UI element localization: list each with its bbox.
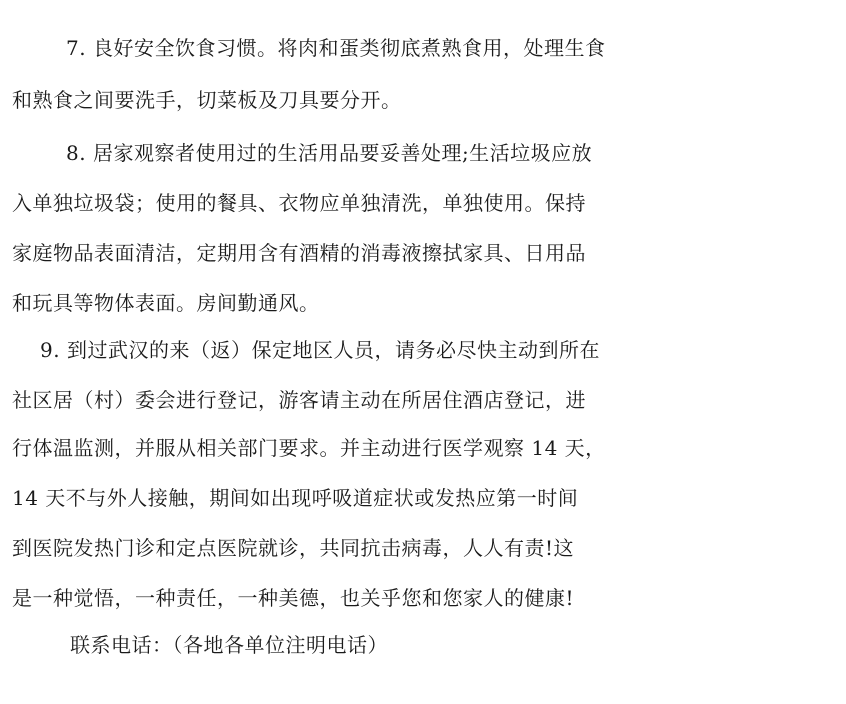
item-8-line-3: 家庭物品表面清洁，定期用含有酒精的消毒液擦拭家具、日用品 (12, 241, 586, 265)
item-8-line-2: 入单独垃圾袋；使用的餐具、衣物应单独清洗，单独使用。保持 (12, 191, 586, 215)
item-9-line-6: 是一种觉悟，一种责任，一种美德，也关乎您和您家人的健康! (12, 586, 575, 610)
item-9-line-3: 行体温监测，并服从相关部门要求。并主动进行医学观察 14 天， (12, 436, 606, 460)
item-8-line-1: 8. 居家观察者使用过的生活用品要妥善处理;生活垃圾应放 (66, 141, 593, 165)
contact-phone-line: 联系电话：（各地各单位注明电话） (70, 633, 388, 657)
item-9-line-2: 社区居（村）委会进行登记，游客请主动在所居住酒店登记，进 (12, 388, 586, 412)
item-8-line-4: 和玩具等物体表面。房间勤通风。 (12, 291, 320, 315)
item-9-line-4: 14 天不与外人接触，期间如出现呼吸道症状或发热应第一时间 (12, 486, 579, 510)
item-9-line-1: 9. 到过武汉的来（返）保定地区人员，请务必尽快主动到所在 (40, 338, 600, 362)
item-7-line-1: 7. 良好安全饮食习惯。将肉和蛋类彻底煮熟食用，处理生食 (66, 36, 606, 60)
item-9-line-5: 到医院发热门诊和定点医院就诊，共同抗击病毒，人人有责!这 (12, 536, 575, 560)
item-7-line-2: 和熟食之间要洗手，切菜板及刀具要分开。 (12, 88, 402, 112)
